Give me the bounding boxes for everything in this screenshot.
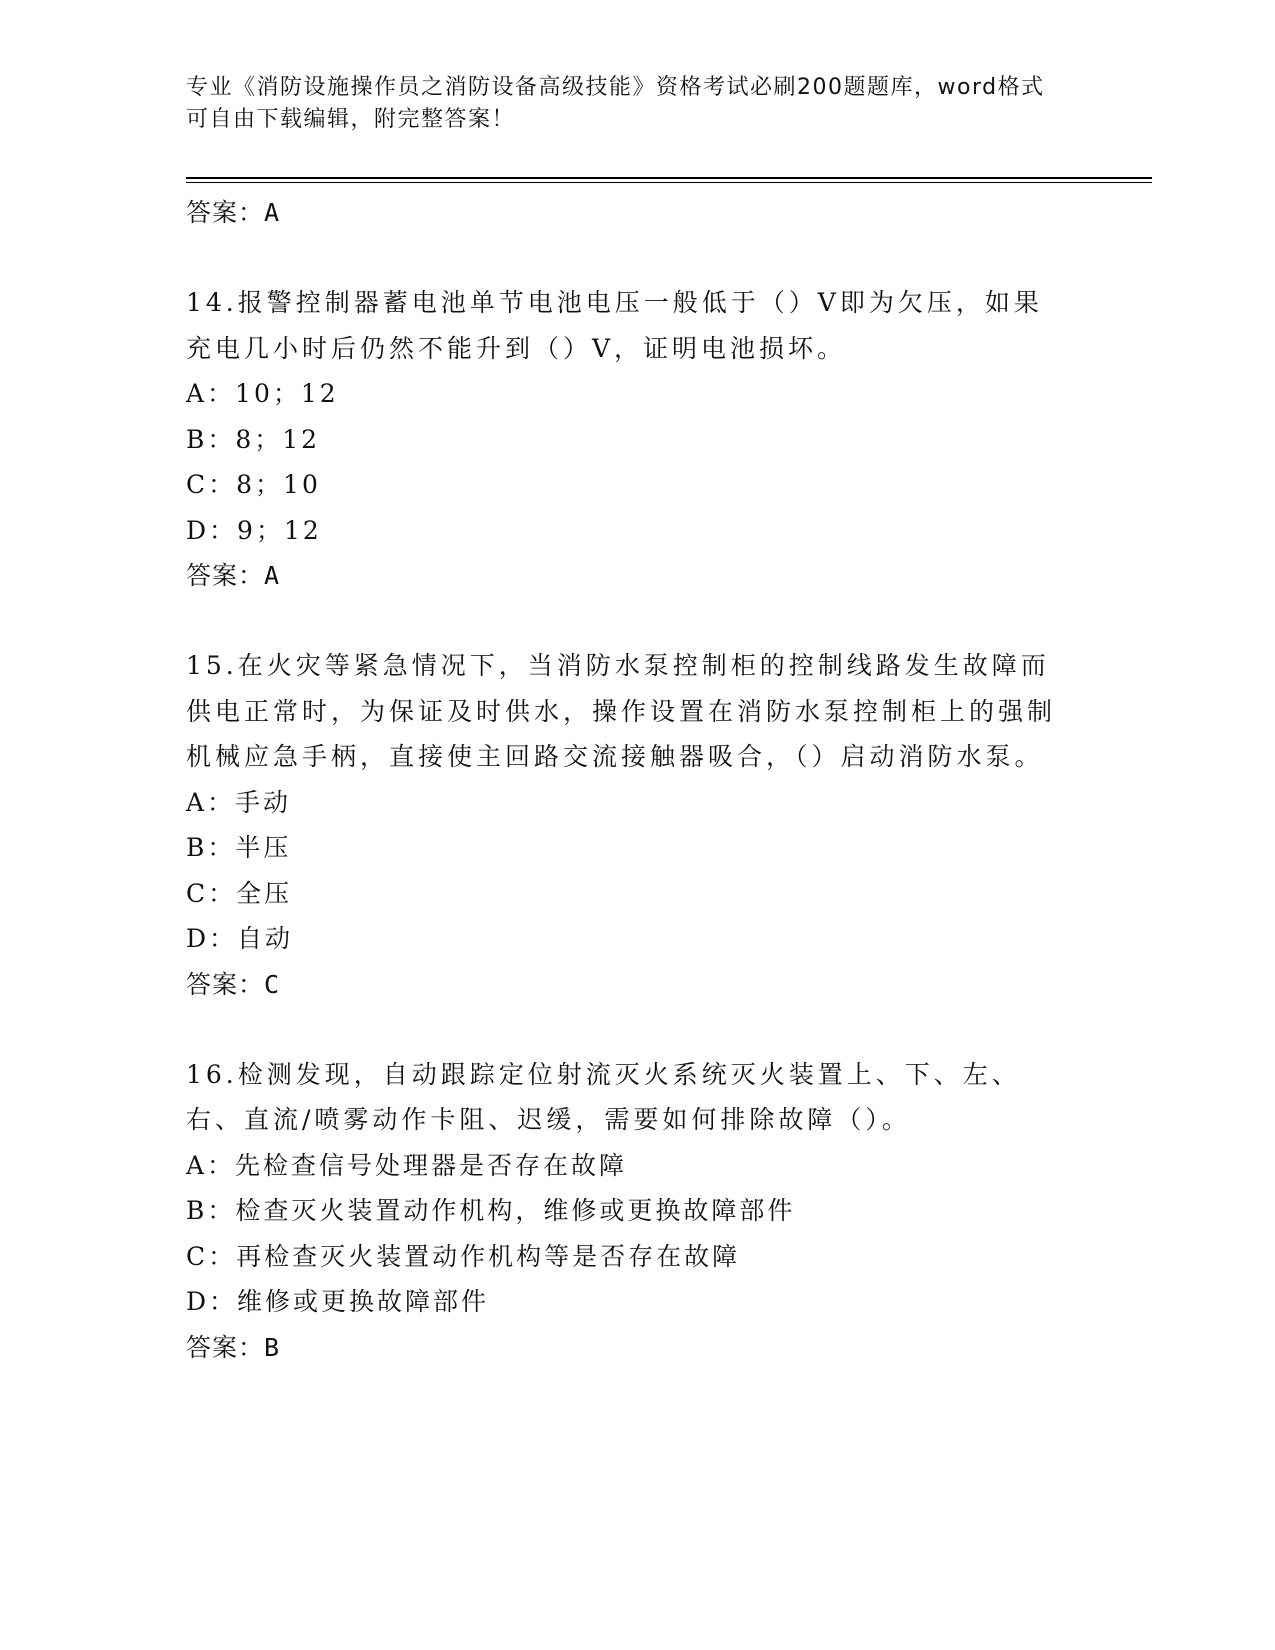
- answer-label: 答案：: [186, 1332, 265, 1362]
- header-rule-thick: [186, 177, 1152, 179]
- question-stem: 15.在火灾等紧急情况下，当消防水泵控制柜的控制线路发生故障而供电正常时，为保证及时供水，操作设置在消防水泵控制柜上的强制机械应急手柄，直接使主回路交流接触器吸合，（）启动消防水泵。: [186, 651, 1057, 771]
- option-c: C：再检查灭火装置动作机构等是否存在故障: [186, 1241, 741, 1271]
- answer-value: C: [264, 969, 281, 999]
- option-d: D：自动: [186, 924, 294, 953]
- answer-label: 答案：: [186, 198, 265, 227]
- question-stem: 16.检测发现，自动跟踪定位射流灭火系统灭火装置上、下、左、右、直流/喷雾动作卡阻、迟缓，需要如何排除故障（）。: [186, 1059, 1021, 1134]
- answer-line: [186, 962, 1086, 1008]
- question-list: [186, 186, 1086, 1371]
- answer-line: [186, 1325, 1086, 1371]
- answer-value: A: [264, 198, 281, 227]
- document-header: 专业《消防设施操作员之消防设备高级技能》资格考试必刷200题题库，word格式可自由下载编辑，附完整答案！: [186, 75, 1045, 132]
- answer-label: 答案：: [186, 969, 265, 999]
- answer-value: B: [264, 1332, 281, 1362]
- option-a: A：先检查信号处理器是否存在故障: [186, 1150, 628, 1180]
- question-16: [186, 1052, 1086, 1371]
- option-b: B：半压: [186, 833, 292, 862]
- question-15: [186, 643, 1086, 1008]
- answer-value: A: [264, 561, 281, 590]
- option-c: C：8；10: [186, 470, 321, 499]
- option-c: C：全压: [186, 878, 293, 908]
- answer-label: 答案：: [186, 561, 265, 590]
- answer-line: [186, 190, 1086, 236]
- header-rule-thin: [186, 182, 1152, 183]
- option-b: B：检查灭火装置动作机构，维修或更换故障部件: [186, 1196, 796, 1225]
- option-b: B：8；12: [186, 424, 321, 454]
- answer-line: [186, 553, 1086, 599]
- option-d: D：9；12: [186, 515, 322, 545]
- option-d: D：维修或更换故障部件: [186, 1287, 490, 1316]
- question-14: [186, 280, 1086, 599]
- question-stem: 14.报警控制器蓄电池单节电池电压一般低于（）V即为欠压，如果充电几小时后仍然不能升到（）V，证明电池损坏。: [186, 288, 1043, 363]
- option-a: A：10；12: [186, 379, 339, 408]
- option-a: A：手动: [186, 787, 292, 817]
